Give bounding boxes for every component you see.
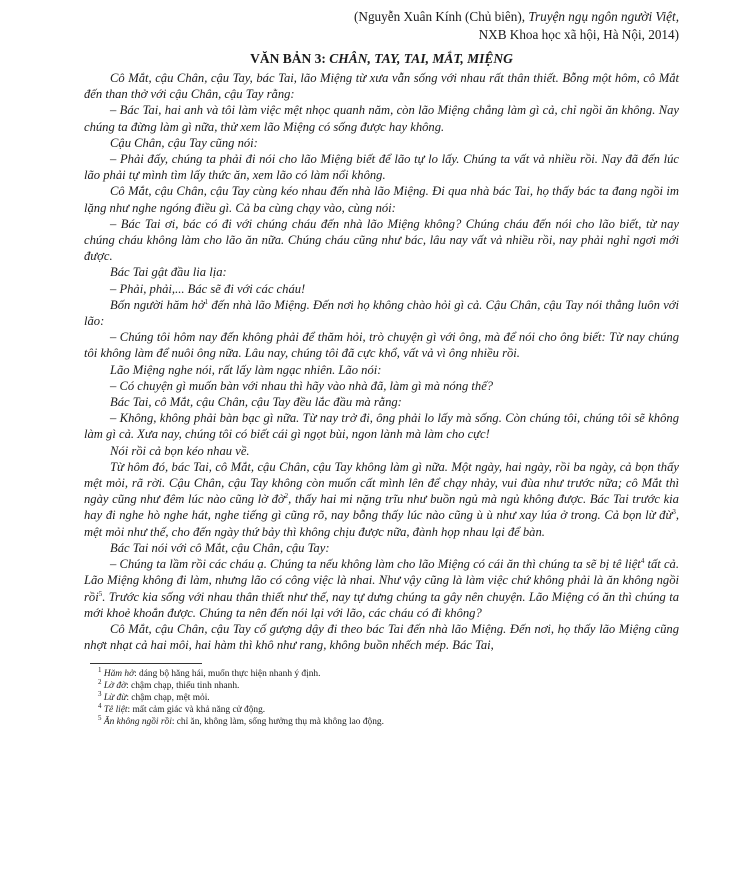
paragraph: – Không, không phải bàn bạc gì nữa. Từ nay trở đi, ông phải lo lấy mà sống. Còn chúng tôi, chúng tôi sẽ không làm gì cả. Xưa nay, chúng tôi có biết cái gì ngọt bùi, ngon lành mà làm cho cực!	[84, 411, 679, 442]
source-book-title: Truyện ngụ ngôn người Việt,	[528, 9, 679, 24]
paragraph: Nói rồi cả bọn kéo nhau về.	[110, 443, 250, 458]
text-title	[84, 50, 679, 68]
footnote-ref: 1	[204, 297, 209, 306]
footnote-number: 4	[98, 702, 102, 711]
footnote-term: Lừ đừ	[103, 693, 127, 704]
source-citation	[84, 8, 679, 44]
title-prefix: VĂN BẢN 3:	[250, 51, 330, 66]
footnote	[98, 704, 679, 716]
footnote-number: 5	[98, 714, 102, 723]
paragraph-text: Từ hôm đó, bác Tai, cô Mắt, cậu Chân, cậu Tay không làm gì nữa. Một ngày, hai ngày, rồi ba ngày, cả bọn thấy mệt mỏi, rã rời. Cậu Chân, cậu Tay không còn muốn cất mình lên để chạy nhảy, vui đùa như trước nữa; cô Mắt thì ngày cũng như đêm lúc nào cũng lờ đờ	[84, 459, 679, 507]
footnote-number: 3	[98, 690, 102, 699]
footnote	[98, 680, 679, 692]
footnote-term: Tê liệt	[103, 705, 128, 716]
paragraph: – Có chuyện gì muốn bàn với nhau thì hãy vào nhà đã, làm gì mà nóng thế?	[110, 378, 494, 393]
paragraph: Cô Mắt, cậu Chân, cậu Tay, bác Tai, lão Miệng từ xưa vẫn sống với nhau rất thân thiết. Bỗng một hôm, cô Mắt đến than thở với cậu Chân, cậu Tay rằng:	[84, 71, 679, 102]
paragraph-text: Bốn người hăm hở	[110, 297, 205, 312]
footnote-ref: 4	[640, 556, 645, 565]
paragraph: Lão Miệng nghe nói, rất lấy làm ngạc nhiên. Lão nói:	[110, 362, 382, 377]
paragraph: – Bác Tai, hai anh và tôi làm việc mệt nhọc quanh năm, còn lão Miệng chẳng làm gì cả, chỉ ngồi ăn không. Nay chúng ta đừng làm gì nữa, thử xem lão Miệng có sống được hay không.	[84, 103, 679, 134]
paragraph: – Chúng tôi hôm nay đến không phải để thăm hỏi, trò chuyện gì với ông, mà để nói cho ông biết: Từ nay chúng tôi không làm để nuôi ông nữa. Lâu nay, chúng tôi đã cực khổ, vất vả vì ông nhiều rồi.	[84, 330, 679, 361]
paragraph: – Bác Tai ơi, bác có đi với chúng cháu đến nhà lão Miệng không? Chúng cháu đến nói cho lão biết, từ nay chúng cháu không làm cho lão ăn nữa. Chúng cháu cũng như bác, lâu nay vất vả nhiều rồi, nay phải nghỉ ngơi mới được.	[84, 216, 679, 264]
footnote-definition: : chỉ ăn, không làm, sống hưởng thụ mà không lao động.	[171, 717, 384, 728]
footnote-term: Lờ đờ	[103, 681, 127, 692]
footnote-definition: : chậm chạp, thiếu tinh nhanh.	[126, 681, 240, 692]
paragraph-text: tất cả. Lão Miệng không đi làm, nhưng lão có công việc là nhai. Như vậy cũng là làm việc chứ không phải là ăn không ngồi rồi	[84, 557, 679, 604]
story-body	[84, 70, 679, 653]
footnote-number: 2	[98, 678, 102, 687]
paragraph-text: , mệt mỏi như thế, cho đến ngày thứ bảy thì không chịu được nữa, đành họp nhau lại để bàn.	[84, 508, 679, 539]
footnote-definition: : dáng bộ hăng hái, muốn thực hiện nhanh ý định.	[134, 669, 321, 680]
footnote	[98, 668, 679, 680]
paragraph: Cậu Chân, cậu Tay cũng nói:	[110, 135, 258, 150]
footnote-definition: : chậm chạp, mệt mỏi.	[126, 693, 210, 704]
paragraph-text: – Chúng ta lầm rồi các cháu ạ. Chúng ta nếu không làm cho lão Miệng có cái ăn thì chúng ta sẽ bị tê liệt	[110, 557, 641, 572]
footnote-number: 1	[98, 666, 102, 675]
paragraph-text: , thấy hai mi nặng trĩu như buồn ngủ mà ngủ không được. Bác Tai trước kia hay đi nghe hò nghe hát, nghe tiếng gì cũng rõ, nay bỗng thấy lúc nào cũng ù ù như xay lúa ở trong. Cả bọn lừ đừ	[84, 492, 679, 523]
paragraph-text: . Trước kia sống với nhau thân thiết như thế, nay tự dưng chúng ta gây nên chuyện. Lão Miệng có ăn thì chúng ta mới khoẻ khoắn được. Chúng ta nên đến nói lại với lão, các cháu có đi không?	[84, 589, 679, 620]
source-line-2: NXB Khoa học xã hội, Hà Nội, 2014)	[478, 27, 679, 42]
footnote-term: Ăn không ngồi rồi	[103, 717, 172, 728]
paragraph	[84, 297, 679, 329]
footnote	[98, 716, 679, 728]
paragraph: Cô Mắt, cậu Chân, cậu Tay cùng kéo nhau đến nhà lão Miệng. Đi qua nhà bác Tai, họ thấy bác ta đang ngồi im lặng như nghe ngóng điều gì. Cả ba cùng chạy vào, cùng nói:	[84, 184, 679, 215]
paragraph	[84, 459, 679, 540]
paragraph: Cô Mắt, cậu Chân, cậu Tay cố gượng dậy đi theo bác Tai đến nhà lão Miệng. Đến nơi, họ thấy lão Miệng cũng nhợt nhạt cả hai môi, hai hàm thì khô như rang, không buồn nhếch mép. Bác Tai,	[84, 621, 679, 653]
footnote-ref: 5	[98, 589, 103, 598]
footnote	[98, 692, 679, 704]
title-name: CHÂN, TAY, TAI, MẮT, MIỆNG	[329, 51, 513, 66]
paragraph: – Phải, phải,... Bác sẽ đi với các cháu!	[110, 281, 306, 296]
paragraph: Bác Tai nói với cô Mắt, cậu Chân, cậu Tay:	[110, 540, 330, 555]
paragraph: Bác Tai gật đầu lia lịa:	[110, 265, 227, 280]
footnote-ref: 3	[672, 508, 676, 517]
footnote-definition: : mất cảm giác và khả năng cử động.	[127, 705, 266, 716]
footnotes	[98, 668, 679, 728]
footnote-ref: 2	[284, 492, 289, 501]
source-line-1	[84, 8, 679, 26]
source-author: (Nguyễn Xuân Kính (Chủ biên),	[354, 9, 529, 24]
paragraph: – Phải đấy, chúng ta phải đi nói cho lão Miệng biết để lão tự lo lấy. Chúng ta vất vả nhiều rồi. Nay đã đến lúc lão phải tự mình tìm lấy thức ăn, xem lão có làm nổi không.	[84, 152, 679, 183]
paragraph-text: đến nhà lão Miệng. Đến nơi họ không chào hỏi gì cả. Cậu Chân, cậu Tay nói thẳng luôn với lão:	[84, 297, 680, 329]
footnote-term: Hăm hở	[103, 669, 135, 680]
paragraph: Bác Tai, cô Mắt, cậu Chân, cậu Tay đều lắc đầu mà rằng:	[110, 395, 402, 410]
footnote-divider	[90, 663, 202, 664]
paragraph	[84, 556, 679, 621]
